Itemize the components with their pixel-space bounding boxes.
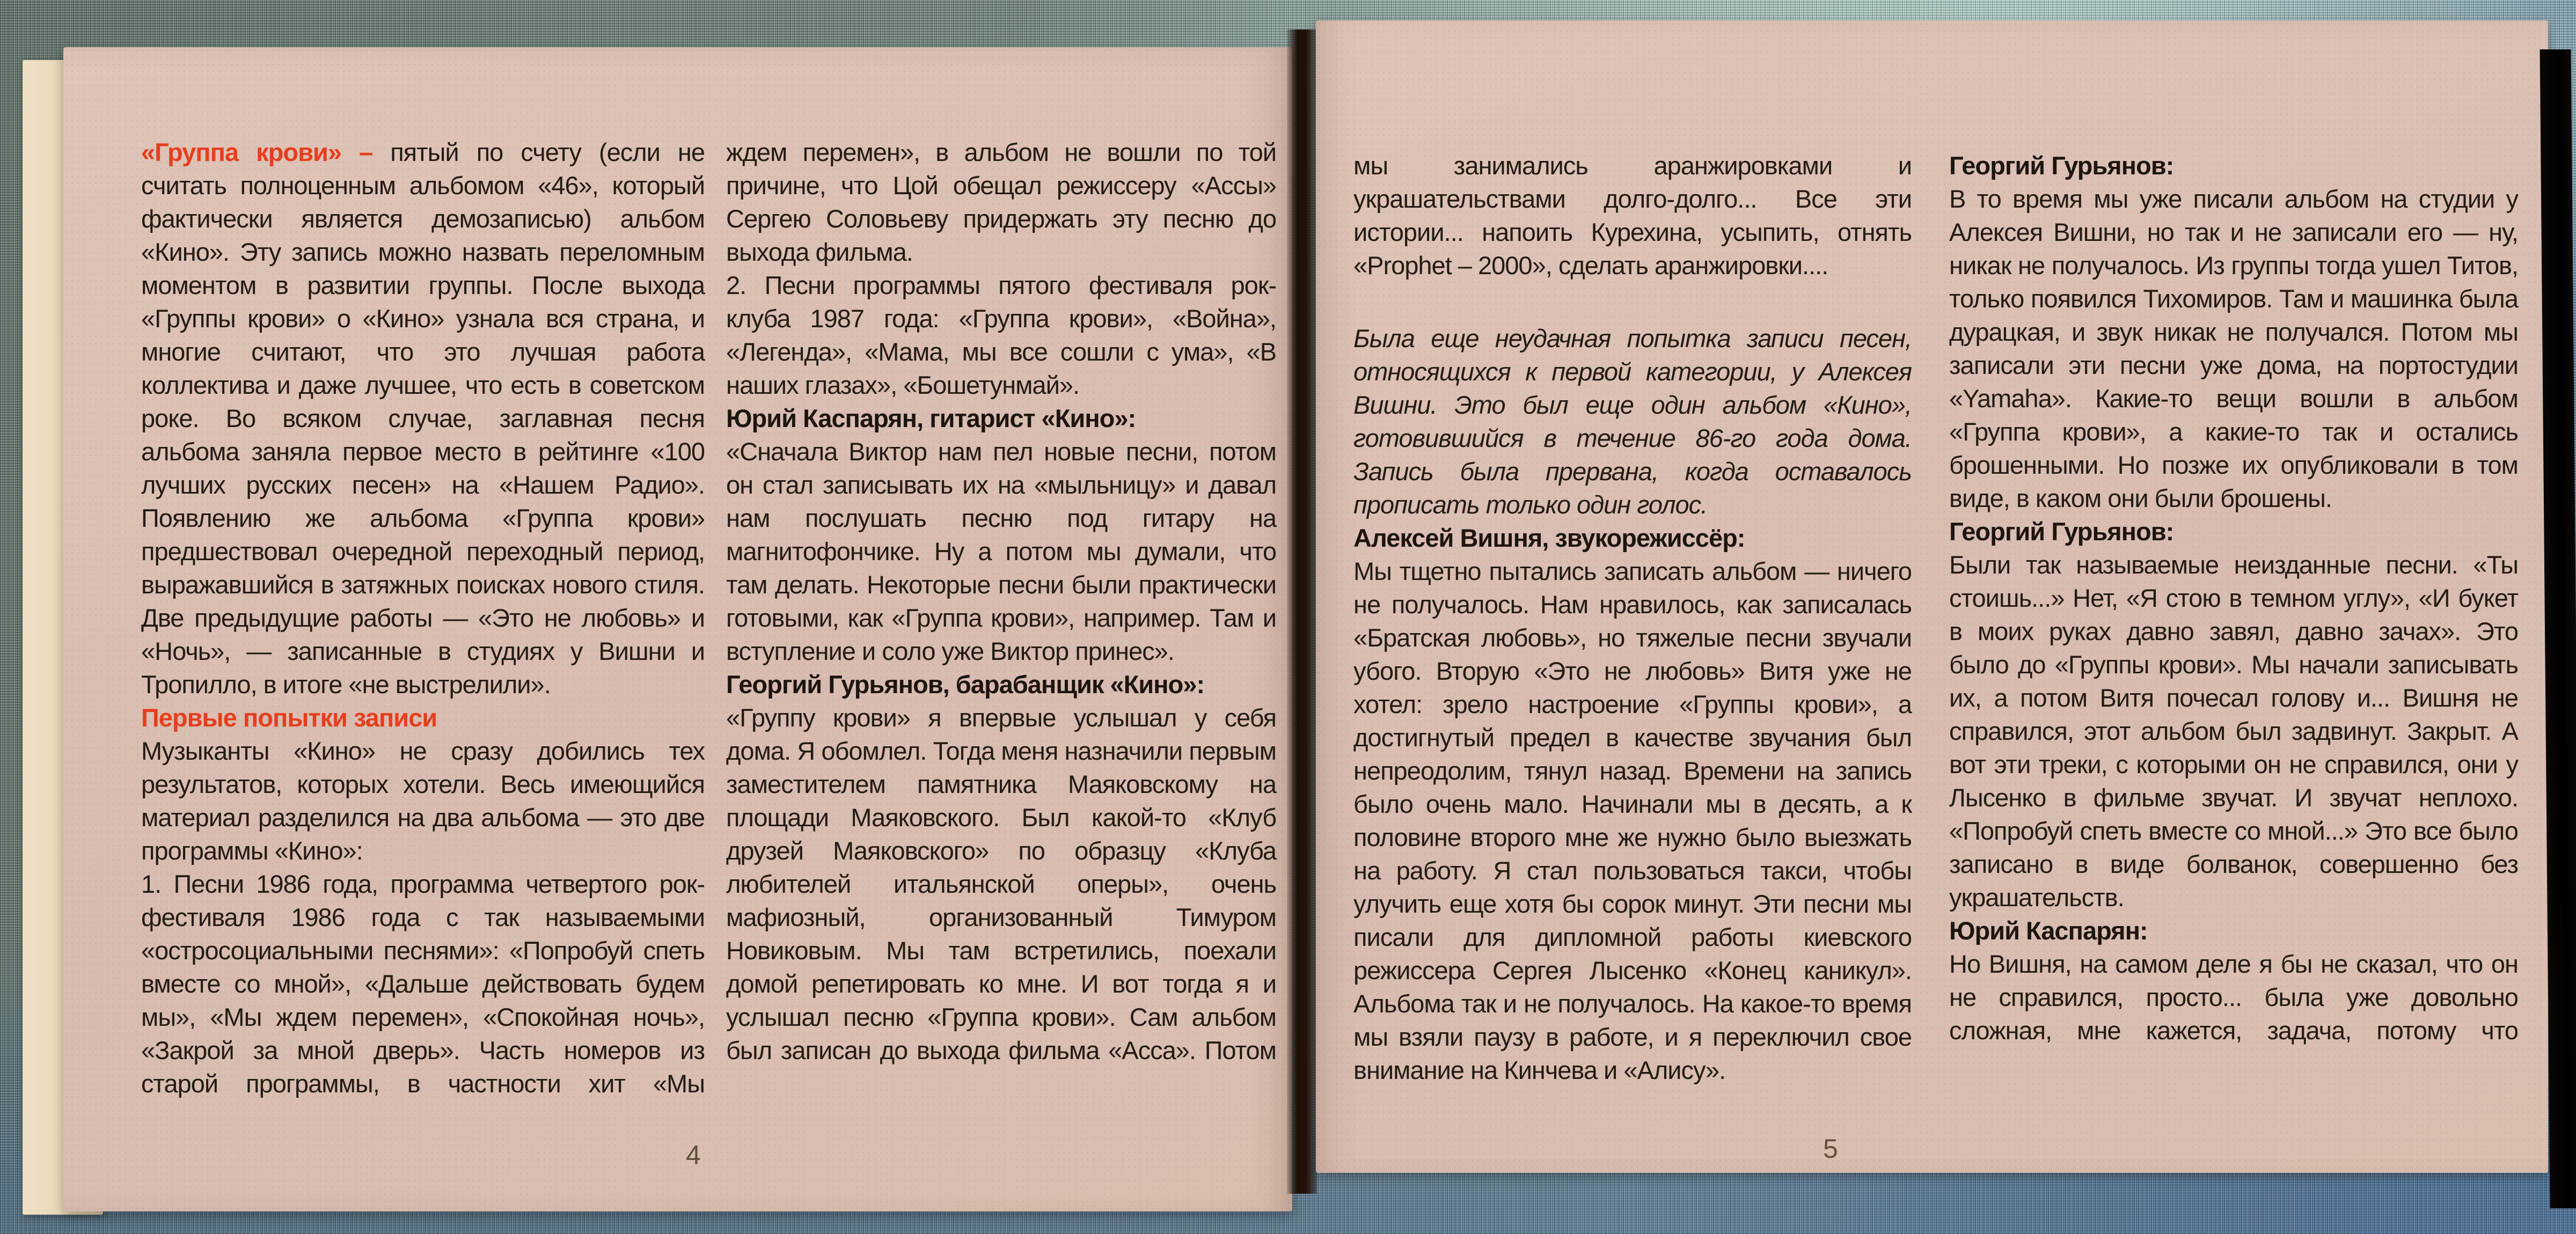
speaker-heading-guryanov: Георгий Гурьянов, барабанщик «Кино»: bbox=[726, 670, 1205, 699]
speaker-heading-guryanov-2: Георгий Гурьянов: bbox=[1949, 151, 2174, 180]
speaker-heading-kasparyan-2: Юрий Каспарян: bbox=[1949, 916, 2148, 945]
body-paragraph-list-item-2: 2. Песни программы пятого фестиваля рок-клуба 1987 года: «Группа крови», «Война», «Легенда», «Мама, мы все сошли с ума», «В наших глазах», «Бошетунмай». bbox=[726, 271, 1276, 399]
quote-paragraph: Были так называемые неизданные песни. «Ты стоишь...» Нет, «Я стою в темном углу», «И букет в моих руках давно завял, давно зачах». Это было до «Группы крови». Мы начали записывать их, а потом Витя почесал голову и... Вишня не справился, этот альбом был задвинут. Закрыт. А вот эти треки, с которыми он не справился, они у Лысенко в фильме звучат. И звучат неплохо. «Попробуй спеть вместе со мной...» Это все было записано в виде болванок, совершенно без украшательств. bbox=[1949, 550, 2518, 912]
page-number-5: 5 bbox=[1823, 1134, 1838, 1164]
album-title-lead: «Группа крови» – bbox=[141, 138, 373, 166]
quote-paragraph: Мы тщетно пытались записать альбом — ничего не получалось. Нам нравилось, как записалась «Братская любовь», но тяжелые песни звучали убого. Вторую «Это не любовь» Витя уже не хотел: зрело настроение «Группы крови», а достигнутый предел в качестве звучания был непреодолим, тянул назад. Времени на запись было очень мало. Начинали мы в десять, а к половине второго мне же нужно было выезжать на работу. Я стал пользоваться такси, чтобы улучить еще хотя бы сорок минут. Эти песни мы писали для дипломной работы киевского режиссера Сергея Лысенко «Конец каникул». Альбома так и не получалось. На какое-то время мы взяли паузу в работе, и я переключил свое внимание на Кинчева и «Алису». bbox=[1353, 557, 1912, 1084]
booklet-page-left bbox=[63, 47, 1292, 1211]
quote-paragraph: В то время мы уже писали альбом на студии у Алексея Вишни, но так и не записали его — ну, никак не получалось. Из группы тогда ушел Титов, только появился Тихомиров. Там и машинка была дурацкая, и звук никак не получался. Потом мы записали эти песни уже дома, на портостудии «Yamaha». Какие-то вещи вошли в альбом «Группа крови», а какие-то так и остались брошенными. Но позже их опубликовали в том виде, в каком они были брошены. bbox=[1949, 185, 2518, 512]
body-paragraph-continued: ждем перемен», в альбом не вошли по той причине, что Цой обещал режиссеру «Ассы» Сергею Соловьеву придержать эту песню до выхода фильма. bbox=[726, 138, 1276, 266]
quote-paragraph: «Сначала Виктор нам пел новые песни, потом он стал записывать их на «мыльницу» и давал нам послушать песню под гитару на магнитофончике. Ну а потом мы думали, что там делать. Некоторые песни были практически готовыми, как «Группа крови», например. Там и вступление и соло уже Виктор принес». bbox=[726, 437, 1276, 665]
page-number-4: 4 bbox=[686, 1140, 701, 1170]
left-page-column-2 bbox=[726, 136, 1276, 1067]
italic-note-paragraph: Была еще неудачная попытка записи песен, относящихся к первой категории, у Алексея Вишни. Это был еще один альбом «Кино», готовившийся в течение 86-го года дома. Запись была прервана, когда оставалось прописать только один голос. bbox=[1353, 324, 1912, 519]
quote-paragraph: Но Вишня, на самом деле я бы не сказал, что он не справился, просто... была уже довольно сложная, мне кажется, задача, потому что bbox=[1949, 950, 2518, 1045]
booklet-page-right bbox=[1316, 20, 2548, 1173]
quote-paragraph: «Группу крови» я впервые услышал у себя дома. Я обомлел. Тогда меня назначили первым заместителем памятника Маяковскому на площади Маяковского. Был какой-то «Клуб друзей Маяковского» по образцу «Клуба любителей итальянской оперы», очень мафиозный, организованный Тимуром Новиковым. Мы там встретились, поехали домой репетировать ко мне. И вот тогда я и услышал песню «Группа крови». Сам альбом был записан до выхода фильма «Асса». Потом bbox=[726, 703, 1276, 1064]
section-heading-first-attempts: Первые попытки записи bbox=[141, 703, 437, 732]
speaker-heading-vishnya: Алексей Вишня, звукорежиссёр: bbox=[1353, 524, 1745, 552]
left-page-column-1 bbox=[141, 136, 705, 1100]
right-page-column-1 bbox=[1353, 149, 1912, 1087]
spine-shadow bbox=[1287, 30, 1317, 1194]
body-paragraph-list-item-1: 1. Песни 1986 года, программа четвертого рок-фестиваля 1986 года с так называемыми «остросоциальными песнями»: «Попробуй спеть вместе со мной», «Дальше действовать будем мы», «Мы ждем перемен», «Спокойная ночь», «Закрой за мной дверь». Часть номеров из старой программы, в частности хит «Мы bbox=[141, 870, 705, 1098]
intro-paragraph bbox=[141, 136, 705, 701]
speaker-heading-guryanov-3: Георгий Гурьянов: bbox=[1949, 517, 2174, 546]
intro-paragraph-text: пятый по счету (если не считать полноценным альбомом «46», который фактически является демозаписью) альбом «Кино». Эту запись можно назвать переломным моментом в развитии группы. После выхода «Группы крови» о «Кино» узнала вся страна, и многие считают, что это лучшая работа коллектива и даже лучшее, что есть в советском роке. Во всяком случае, заглавная песня альбома заняла первое место в рейтинге «100 лучших русских песен» на «Нашем Радио». Появлению же альбома «Группа крови» предшествовал очередной переходный период, выражавшийся в затяжных поисках нового стиля. Две предыдущие работы — «Это не любовь» и «Ночь», — записанные в студиях у Вишни и Тропилло, в итоге «не выстрелили». bbox=[141, 138, 705, 699]
quote-paragraph-continued: мы занимались аранжировками и украшательствами долго-долго... Все эти истории... напоить Курехина, усыпить, отнять «Prophet – 2000», сделать аранжировки.... bbox=[1353, 151, 1912, 280]
body-paragraph: Музыканты «Кино» не сразу добились тех результатов, которых хотели. Весь имеющийся материал разделился на два альбома — это две программы «Кино»: bbox=[141, 737, 705, 865]
speaker-heading-kasparyan: Юрий Каспарян, гитарист «Кино»: bbox=[726, 404, 1136, 432]
right-page-column-2 bbox=[1949, 149, 2518, 1047]
